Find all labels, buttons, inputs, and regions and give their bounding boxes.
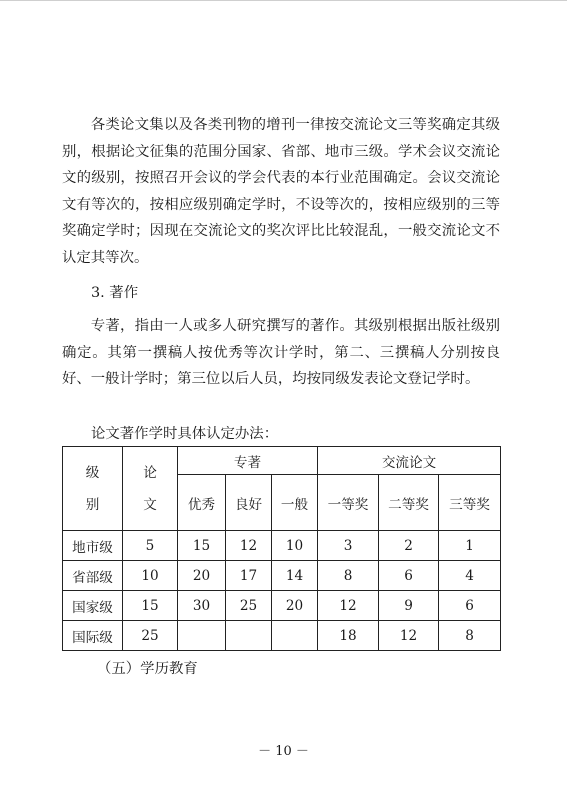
paper-cell: 10 [123,561,178,591]
monograph-header: 专著 [178,447,318,475]
paper-cell: 5 [123,531,178,561]
paragraph-monographs: 专著，指由一人或多人研究撰写的著作。其级别根据出版社级别确定。其第一撰稿人按优秀等次计学时，第二、三撰稿人分别按良好、一般计学时；第三位以后人员，均按同级发表论文登记学时。 [62,318,500,387]
level-cell: 国家级 [63,591,123,621]
monograph-general-cell: 10 [272,531,318,561]
monograph-excellent-cell: 15 [178,531,226,561]
page-number: － 10 － [258,744,309,759]
monograph-general-cell [272,621,318,651]
table-caption: 论文著作学时具体认定办法： [91,426,279,442]
monograph-excellent-cell: 30 [178,591,226,621]
monograph-good-cell: 25 [226,591,272,621]
monograph-good-cell: 12 [226,531,272,561]
exchange-first-cell: 8 [318,561,379,591]
table-row [63,621,501,651]
exchange-first-cell: 3 [318,531,379,561]
exchange-paper-header: 交流论文 [318,447,501,475]
exchange-third-cell: 6 [439,591,501,621]
paper-cell: 25 [123,621,178,651]
monograph-general-cell: 20 [272,591,318,621]
exchange-second-cell: 2 [379,531,439,561]
monograph-excellent-cell: 20 [178,561,226,591]
subheader-excellent: 优秀 [178,475,226,531]
monograph-excellent-cell [178,621,226,651]
monograph-good-cell: 17 [226,561,272,591]
subheader-second-prize: 二等奖 [379,475,439,531]
level-cell: 国际级 [63,621,123,651]
paper-cell: 15 [123,591,178,621]
exchange-second-cell: 9 [379,591,439,621]
level-header: 级 别 [63,447,123,531]
heading-monographs: 3. 著作 [91,285,139,301]
exchange-third-cell: 1 [439,531,501,561]
monograph-general-cell: 14 [272,561,318,591]
subheader-good: 良好 [226,475,272,531]
level-cell: 省部级 [63,561,123,591]
exchange-third-cell: 4 [439,561,501,591]
exchange-first-cell: 12 [318,591,379,621]
table-row [63,531,501,561]
table-header-row [63,447,501,475]
paragraph-exchange-papers: 各类论文集以及各类刊物的增刊一律按交流论文三等奖确定其级别，根据论文征集的范围分国家、省部、地市三级。学术会议交流论文的级别，按照召开会议的学会代表的本行业范围确定。会议交流论文有等次的，按相应级别确定学时，不设等次的，按相应级别的三等奖确定学时；因现在交流论文的奖次评比比较混乱，一般交流论文不认定其等次。 [62,117,500,266]
monograph-good-cell [226,621,272,651]
exchange-second-cell: 12 [379,621,439,651]
subheader-third-prize: 三等奖 [439,475,501,531]
table-row [63,561,501,591]
level-cell: 地市级 [63,531,123,561]
table-row [63,591,501,621]
section-heading-education: （五）学历教育 [97,661,198,677]
subheader-first-prize: 一等奖 [318,475,379,531]
scan-top-edge [0,0,567,1]
exchange-second-cell: 6 [379,561,439,591]
exchange-third-cell: 8 [439,621,501,651]
study-hours-table [62,446,501,651]
subheader-general: 一般 [272,475,318,531]
exchange-first-cell: 18 [318,621,379,651]
paper-header: 论 文 [123,447,178,531]
